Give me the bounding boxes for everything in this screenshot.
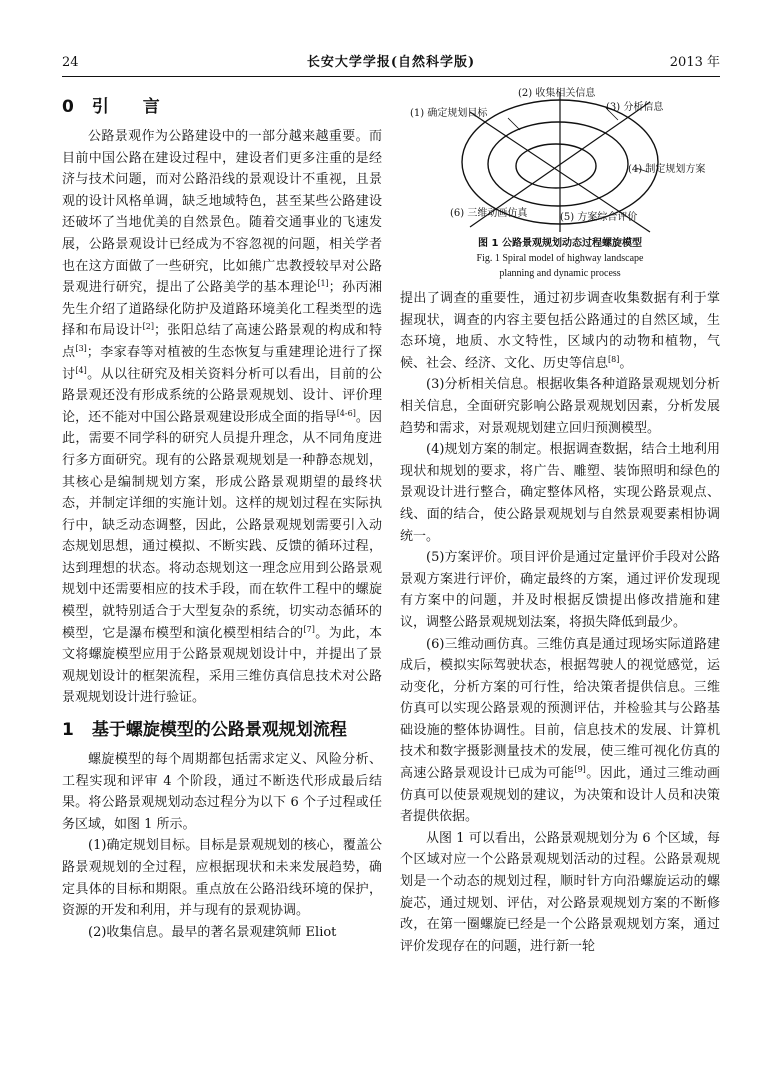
body-paragraph: 螺旋模型的每个周期都包括需求定义、风险分析、工程实现和评审 4 个阶段，通过不断迭代形成最后结果。将公路景观规划动态过程分为以下 6 个子过程或任务区域，如图 1 所示。 — [62, 752, 382, 832]
page-number: 24 — [62, 55, 79, 70]
body-paragraph: (3)分析相关信息。根据收集各种道路景观规划分析相关信息，全面研究影响公路景观规划因素，分析发展趋势和需求，对景观规划建立回归预测模型。 — [400, 377, 720, 436]
citation: [4-6] — [336, 408, 356, 418]
caption-english-line2: planning and dynamic process — [499, 268, 621, 279]
journal-title: 长安大学学报(自然科学版) — [306, 55, 476, 70]
header-rule — [62, 76, 720, 77]
body-paragraph: (6)三维动画仿真。三维仿真是通过现场实际道路建成后，模拟实际驾驶状态，根据驾驶人的视觉感觉，运动变化，分析方案的可行性，给决策者提供信息。三维仿真可以实现公路景观的预测评估，并检验其与公路基础设施的整体协调性。目前，信息技术的发展、计算机技术和数字摄影测量技术的发展，使三维可视化仿真的高速公路景观设计已成为可能[9]。因此，通过三维动画仿真可以使景观规划的建议，为决策和设计人员和决策者提供依据。 — [400, 636, 720, 825]
figure-label: (4) 制定规划方案 — [628, 164, 706, 175]
figure-label: (3) 分析信息 — [606, 102, 664, 113]
intro-paragraph: 公路景观作为公路建设中的一部分越来越重要。而目前中国公路在建设过程中，建设者们更多注重的是经济与技术问题，而对公路沿线的景观设计不重视，且景观的设计风格单调，缺乏地域特色，甚至某些公路建设还破坏了当地优美的自然景色。随着交通事业的飞速发展，公路景观设计已经成为不容忽视的问题，相关学者也在这方面做了一些研究，比如熊广忠教授较早对公路景观进行研究，提出了公路美学的基本理论[1]；孙丙湘先生介绍了道路绿化防护及道路环境美化工程类型的选择和布局设计[2]；张阳总结了高速公路景观的构成和特点[3]；李家春等对植被的生态恢复与重建理论进行了探讨[4]。从以往研究及相关资料分析可以看出，目前的公路景观还没有形成系统的公路景观规划、设计、评价理论，还不能对中国公路景观建设形成全面的指导[4-6]。因此，需要不同学科的研究人员提升理念，从不同角度进行多方面研究。现有的公路景观规划是一种静态规划，其核心是编制规划方案，形成公路景观期望的最终状态，并制定详细的实施计划。这样的规划过程在实际执行中，缺乏动态调整，因此，公路景观规划需要引入动态规划思想，通过模拟、不断实践、反馈的循环过程，达到理想的状态。将动态规划这一理念应用到公路景观规划中还需要相应的技术手段，而在软件工程中的螺旋模型，就特别适合于大型复杂的系统，切实动态循环的模型，它是瀑布模型和演化模型相结合的[7]。为此，本文将螺旋模型应用于公路景观规划设计中，并提出了景观规划设计的框架流程，采用三维仿真信息技术对公路景观规划设计进行验证。 — [62, 129, 382, 706]
citation: [1] — [317, 279, 329, 289]
section-1-number: 1 — [62, 720, 74, 741]
right-column — [400, 288, 720, 957]
section-0-heading — [62, 92, 382, 122]
figure-1-caption — [400, 236, 720, 281]
spiral-model-diagram — [400, 82, 720, 242]
spiral-ring-middle — [488, 122, 628, 206]
section-0-title: 引 言 — [91, 97, 174, 117]
year: 2013 年 — [669, 55, 720, 70]
citation: [9] — [574, 765, 586, 775]
citation: [7] — [303, 624, 315, 634]
figure-label: (6) 三维动画仿真 — [450, 208, 528, 219]
citation: [4] — [75, 365, 87, 375]
citation: [8] — [608, 354, 620, 364]
body-paragraph: (4)规划方案的制定。根据调查数据，结合土地利用现状和规划的要求，将广告、雕塑、装饰照明和绿色的景观设计进行整合，确定整体风格，实现公路景观点、线、面的结合，使公路景观规划与自然景观要素相协调统一。 — [400, 442, 720, 544]
section-0-number: 0 — [62, 97, 74, 117]
body-paragraph: (5)方案评价。项目评价是通过定量评价手段对公路景观方案进行评价，确定最终的方案，通过评价发现现有方案中的问题，并及时根据反馈提出修改措施和建议，调整公路景观规划法案，将损失降低到最少。 — [400, 550, 720, 630]
figure-label: (2) 收集相关信息 — [518, 88, 596, 99]
running-header — [62, 52, 720, 74]
caption-english-line1: Fig. 1 Spiral model of highway landscape — [476, 253, 644, 264]
body-paragraph: (2)收集信息。最早的著名景观建筑师 Eliot — [88, 924, 337, 940]
figure-label: (1) 确定规划目标 — [410, 108, 488, 119]
figure-label: (5) 方案综合评价 — [560, 212, 638, 223]
section-1-title: 基于螺旋模型的公路景观规划流程 — [91, 720, 347, 741]
left-column — [62, 92, 382, 943]
section-1-heading — [62, 715, 382, 745]
citation: [2] — [142, 322, 154, 332]
body-paragraph: 提出了调查的重要性，通过初步调查收集数据有利于掌握现状，调查的内容主要包括公路通过的自然区域，生态环境，地质、水文特性，区域内的动物和植物，气候、社会、经济、文化、历史等信息[8]。 — [400, 291, 720, 371]
body-paragraph: 从图 1 可以看出，公路景观规划分为 6 个区域，每个区域对应一个公路景观规划活动的过程。公路景观规划是一个动态的规划过程，顺时针方向沿螺旋运动的螺旋芯，通过规划、评估，对公路景观规划方案的不断修改，在第一圈螺旋已经是一个公路景观规划方案，通过评价发现存在的问题，进行新一轮 — [400, 830, 720, 954]
body-paragraph: (1)确定规划目标。目标是景观规划的核心，覆盖公路景观规划的全过程，应根据现状和未来发展趋势，确定具体的目标和期限。重点放在公路沿线环境的保护，资源的开发和利用，并与现有的景观协调。 — [62, 838, 382, 919]
caption-chinese: 图 1 公路景观规划动态过程螺旋模型 — [478, 238, 642, 249]
citation: [3] — [75, 343, 87, 353]
